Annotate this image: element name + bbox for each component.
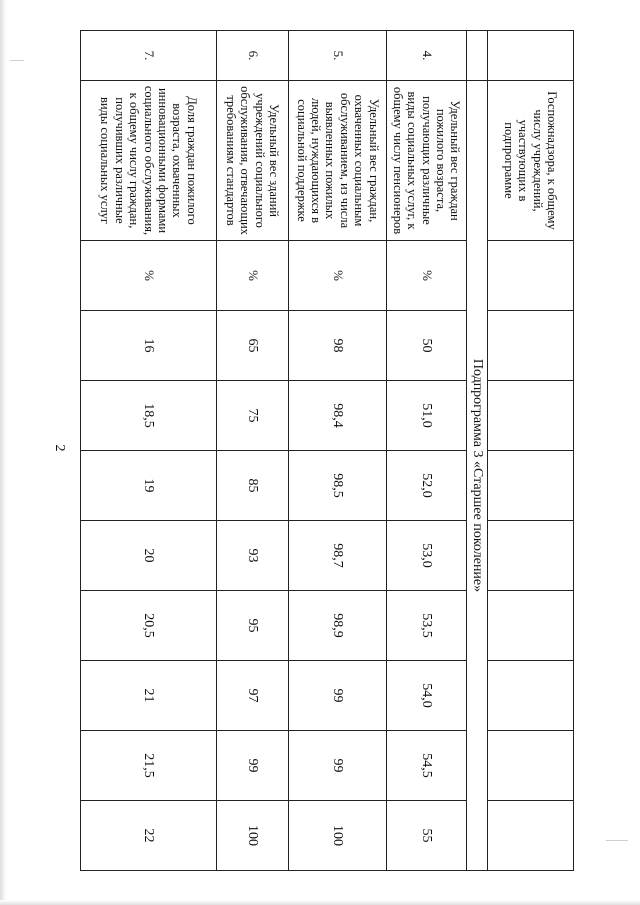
value: 93 <box>216 521 288 591</box>
subprogram-row <box>466 31 487 871</box>
indicator-name: Удельный вес граждан, охваченных социальным обслуживанием, из числа выявленных пожилых людей, нуждающихся в социальной поддержке <box>288 81 386 241</box>
value: 20,5 <box>80 591 216 661</box>
value: 53,0 <box>386 521 466 591</box>
value: 100 <box>288 801 386 871</box>
scan-mark <box>606 840 628 841</box>
empty-cell <box>488 521 574 591</box>
value: 51,0 <box>386 381 466 451</box>
value: 53,5 <box>386 591 466 661</box>
empty-cell <box>488 801 574 871</box>
empty-cell <box>488 731 574 801</box>
indicators-table <box>80 30 574 871</box>
value: 21 <box>80 661 216 731</box>
value: 98 <box>288 311 386 381</box>
value: 16 <box>80 311 216 381</box>
value: 99 <box>288 731 386 801</box>
indicator-name: Доля граждан пожилого возраста, охваченных инновационными формами социального обслуживания, к общему числу граждан, получивших различные виды социальных услуг <box>80 81 216 241</box>
value: 55 <box>386 801 466 871</box>
empty-cell <box>488 311 574 381</box>
value: 20 <box>80 521 216 591</box>
value: 99 <box>216 731 288 801</box>
value: 75 <box>216 381 288 451</box>
scan-mark <box>10 60 24 61</box>
value: 85 <box>216 451 288 521</box>
value: 100 <box>216 801 288 871</box>
table-row <box>386 31 466 871</box>
value: 99 <box>288 661 386 731</box>
value: 98,5 <box>288 451 386 521</box>
scan-left-edge <box>0 0 6 905</box>
value: 18,5 <box>80 381 216 451</box>
row-number: 7. <box>80 31 216 81</box>
value: 95 <box>216 591 288 661</box>
value: 19 <box>80 451 216 521</box>
unit: % <box>386 241 466 311</box>
empty-cell <box>488 451 574 521</box>
subprogram-title: Подпрограмма 3 «Старшее поколение» <box>466 81 487 871</box>
value: 54,0 <box>386 661 466 731</box>
value: 52,0 <box>386 451 466 521</box>
value: 98,9 <box>288 591 386 661</box>
header-fragment-row <box>488 31 574 871</box>
empty-cell <box>488 591 574 661</box>
unit: % <box>80 241 216 311</box>
indicator-name: Удельный вес зданий учреждений социального обслуживания, отвечающих требованиям стандартов <box>216 81 288 241</box>
rotated-table-wrapper <box>82 30 574 860</box>
value: 98,7 <box>288 521 386 591</box>
row-number: 5. <box>288 31 386 81</box>
empty-cell <box>488 661 574 731</box>
row-number: 6. <box>216 31 288 81</box>
value: 54,5 <box>386 731 466 801</box>
value: 65 <box>216 311 288 381</box>
unit: % <box>288 241 386 311</box>
table-row <box>288 31 386 871</box>
unit: % <box>216 241 288 311</box>
indicator-name: Удельный вес граждан пожилого возраста, получающих различные виды социальных услуг, к общему числу пенсионеров <box>386 81 466 241</box>
empty-cell <box>488 31 574 81</box>
table-row <box>216 31 288 871</box>
empty-cell <box>466 31 487 81</box>
row-number: 4. <box>386 31 466 81</box>
scan-bottom-edge <box>0 900 640 905</box>
value: 22 <box>80 801 216 871</box>
rotated-table <box>82 30 574 860</box>
value: 50 <box>386 311 466 381</box>
table-row <box>80 31 216 871</box>
empty-cell <box>488 241 574 311</box>
header-fragment-text: Госпожнадзора, к общему числу учреждений, участвующих в подпрограмме <box>488 81 574 241</box>
value: 98,4 <box>288 381 386 451</box>
page-number: 2 <box>52 444 67 452</box>
value: 97 <box>216 661 288 731</box>
value: 21,5 <box>80 731 216 801</box>
empty-cell <box>488 381 574 451</box>
